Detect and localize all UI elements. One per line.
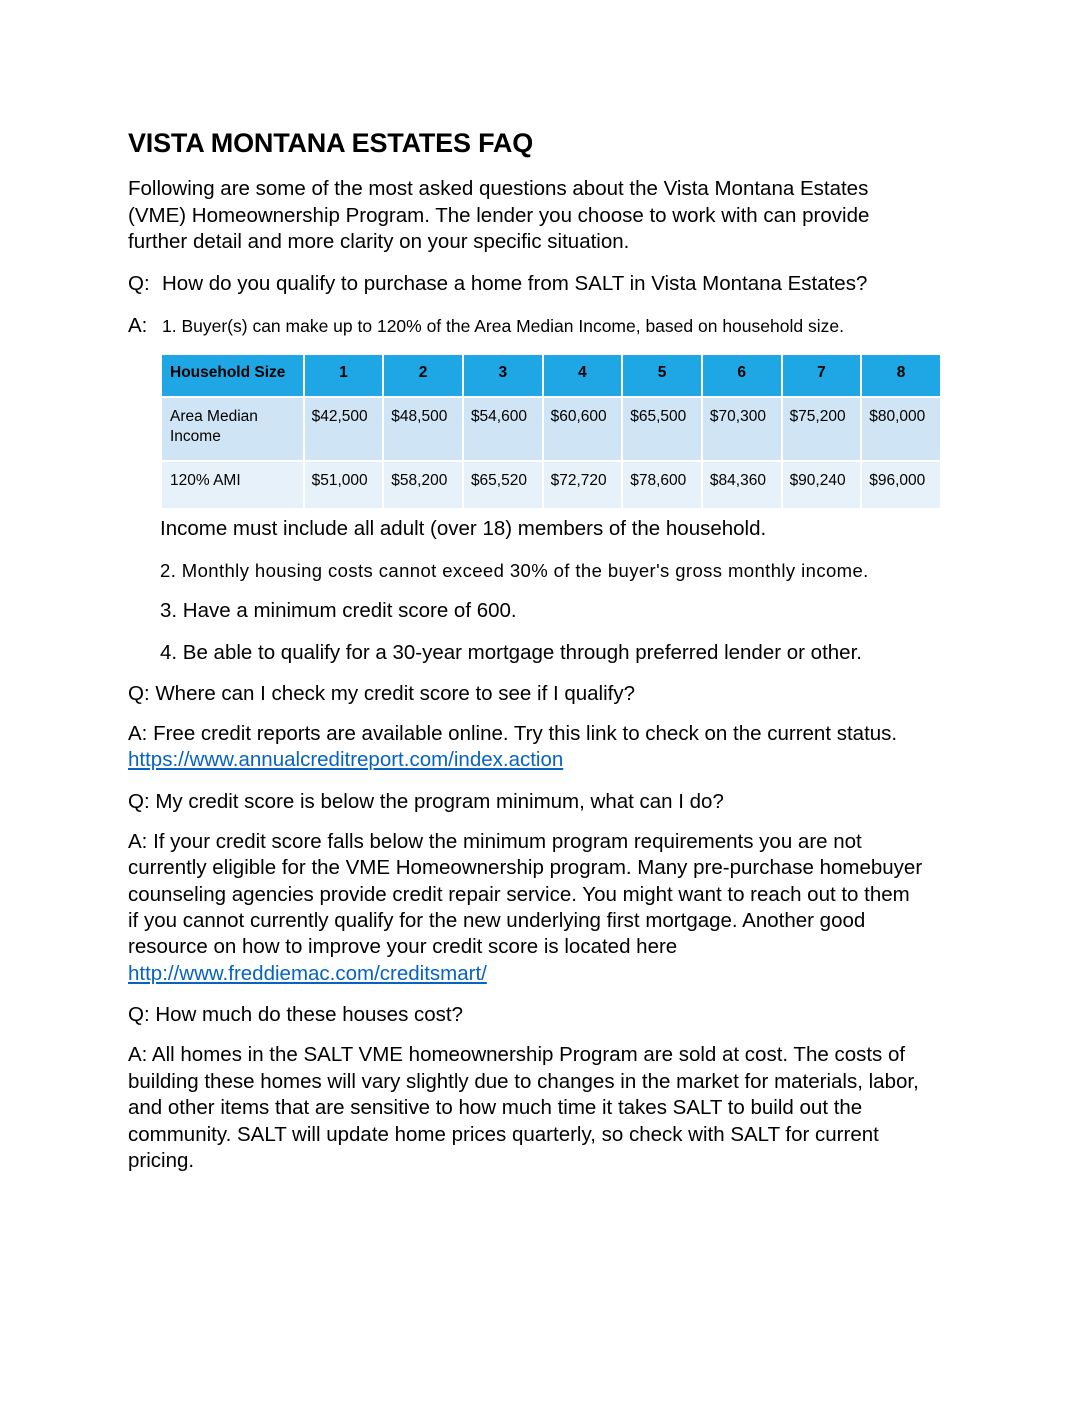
- annualcreditreport-link[interactable]: https://www.annualcreditreport.com/index.action: [128, 748, 564, 771]
- table-header-cell: Household Size: [162, 355, 303, 396]
- annualcreditreport-line: [128, 747, 563, 774]
- table-header-cell: 8: [862, 355, 940, 396]
- answer-cost-line-3: and other items that are sensitive to how much time it takes SALT to build out the: [128, 1096, 863, 1119]
- answer-cost-line-5: pricing.: [128, 1149, 195, 1172]
- table-cell: Area Median Income: [162, 398, 303, 460]
- table-cell: $96,000: [862, 462, 940, 508]
- table-cell: $75,200: [783, 398, 861, 460]
- question-credit-check: Q: Where can I check my credit score to see if I qualify?: [128, 682, 636, 705]
- answer-low-score-line-1: A: If your credit score falls below the minimum program requirements you are not: [128, 830, 862, 853]
- table-cell: $90,240: [783, 462, 861, 508]
- answer-cost-line-4: community. SALT will update home prices quarterly, so check with SALT for current: [128, 1123, 879, 1146]
- intro-line-1: Following are some of the most asked questions about the Vista Montana Estates: [128, 177, 869, 200]
- table-header-cell: 7: [783, 355, 861, 396]
- table-header-row: [162, 355, 940, 396]
- answer-item-2: 2. Monthly housing costs cannot exceed 30% of the buyer's gross monthly income.: [160, 560, 869, 581]
- table-cell: $84,360: [703, 462, 781, 508]
- table-cell: $42,500: [305, 398, 383, 460]
- answer-low-score-line-5: resource on how to improve your credit score is located here: [128, 935, 678, 958]
- freddiemac-link[interactable]: http://www.freddiemac.com/creditsmart/: [128, 962, 487, 985]
- table-header-cell: 3: [464, 355, 542, 396]
- table-cell: $70,300: [703, 398, 781, 460]
- question-low-score: Q: My credit score is below the program minimum, what can I do?: [128, 790, 724, 813]
- table-cell: $51,000: [305, 462, 383, 508]
- answer-qualify-item-1: [128, 313, 844, 340]
- table-cell: $60,600: [544, 398, 622, 460]
- table-header-cell: 5: [623, 355, 701, 396]
- answer-credit-check: A: Free credit reports are available online. Try this link to check on the current status.: [128, 722, 898, 745]
- table-header-cell: 1: [305, 355, 383, 396]
- question-qualify-text: How do you qualify to purchase a home from SALT in Vista Montana Estates?: [162, 272, 868, 295]
- table-header-cell: 2: [384, 355, 462, 396]
- table-cell: 120% AMI: [162, 462, 303, 508]
- question-cost: Q: How much do these houses cost?: [128, 1003, 464, 1026]
- q-label: Q:: [128, 272, 150, 295]
- a-label: A:: [128, 314, 148, 337]
- table-cell: $58,200: [384, 462, 462, 508]
- table-cell: $80,000: [862, 398, 940, 460]
- answer-low-score-line-4: if you cannot currently qualify for the new underlying first mortgage. Another good: [128, 909, 866, 932]
- answer-low-score-line-2: currently eligible for the VME Homeownership program. Many pre-purchase homebuyer: [128, 856, 923, 879]
- intro-line-3: further detail and more clarity on your specific situation.: [128, 230, 630, 253]
- table-cell: $65,500: [623, 398, 701, 460]
- page-title: VISTA MONTANA ESTATES FAQ: [128, 128, 533, 158]
- income-note: Income must include all adult (over 18) members of the household.: [160, 517, 767, 540]
- intro-line-2: (VME) Homeownership Program. The lender you choose to work with can provide: [128, 204, 870, 227]
- answer-item-4: 4. Be able to qualify for a 30-year mortgage through preferred lender or other.: [160, 641, 862, 664]
- table-header-cell: 4: [544, 355, 622, 396]
- income-table: [160, 353, 942, 510]
- answer-cost-line-2: building these homes will vary slightly due to changes in the market for materials, labor,: [128, 1070, 919, 1093]
- table-cell: $54,600: [464, 398, 542, 460]
- table-cell: $65,520: [464, 462, 542, 508]
- question-qualify: [128, 271, 867, 298]
- table-cell: $78,600: [623, 462, 701, 508]
- table-row: [162, 398, 940, 460]
- table-header-cell: 6: [703, 355, 781, 396]
- answer-cost-line-1: A: All homes in the SALT VME homeownership Program are sold at cost. The costs of: [128, 1043, 906, 1066]
- answer-item-3: 3. Have a minimum credit score of 600.: [160, 599, 517, 622]
- table-row: [162, 462, 940, 508]
- answer-low-score-line-3: counseling agencies provide credit repair service. You might want to reach out to them: [128, 883, 910, 906]
- freddiemac-line: [128, 961, 487, 988]
- table-cell: $48,500: [384, 398, 462, 460]
- table-cell: $72,720: [544, 462, 622, 508]
- answer-item-1-text: 1. Buyer(s) can make up to 120% of the Area Median Income, based on household size.: [162, 316, 844, 336]
